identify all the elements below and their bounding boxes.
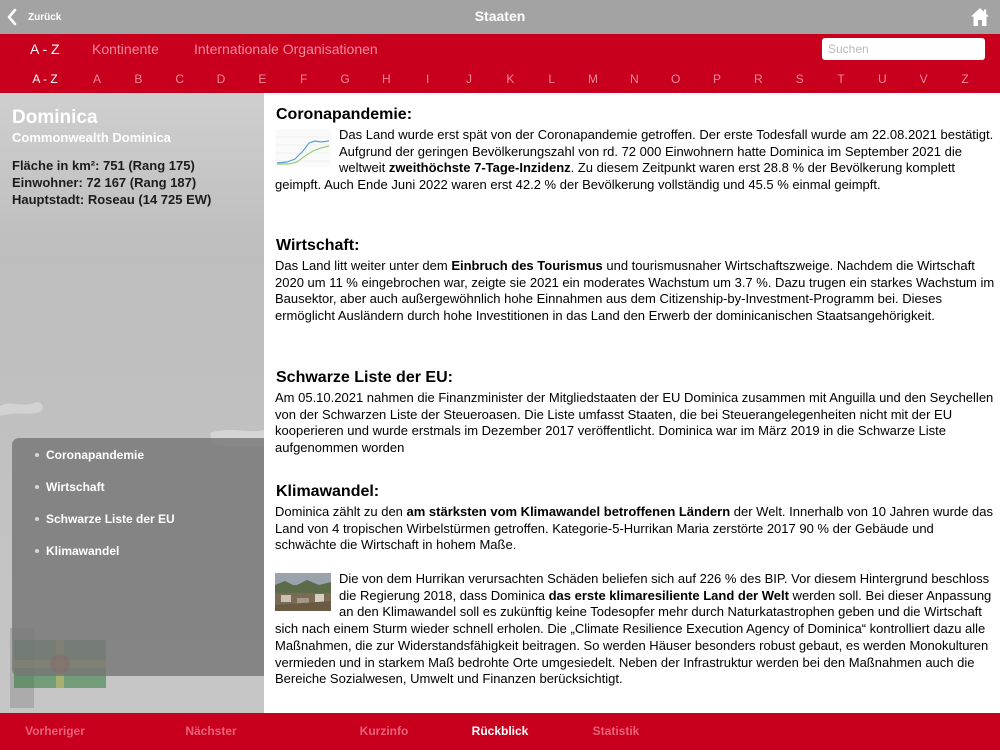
alphabet-all[interactable]: A - Z	[32, 72, 58, 86]
section-heading-schwarze-liste: Schwarze Liste der EU:	[276, 369, 453, 386]
alphabet-letter-z[interactable]: Z	[961, 72, 969, 86]
tab-kontinente[interactable]: Kontinente	[92, 41, 159, 57]
alphabet-letter-o[interactable]: O	[670, 72, 681, 86]
alphabet-letter-l[interactable]: L	[548, 72, 555, 86]
tab-kurzinfo[interactable]: Kurzinfo	[359, 724, 409, 738]
klima2-text-2: werden soll. Bei dieser Anpassung an den Klimawandel soll es zukünftig keine Todesopfer mehr durch Naturkatastrophen geben und die Wirtschaft sich nach einem Sturm wieder schnell erholen. Die „Climate Resilience Execution Agency of Dominica“ kontrolliert dazu alle Maßnahmen, die zur Widerstandsfähigkeit beitragen. So werden Häuser besonders robust gebaut, es werden Monokulturen vermieden und in starkem Maß bedrohte Orte umgesiedelt. Neben der Infrastruktur werden bei den Maßnahmen auch die Bereiche Sozialwesen, Umwelt und Finanzen berücksichtigt.	[275, 587, 992, 687]
schwarze-liste-text: Am 05.10.2021 nahmen die Finanzminister der Mitgliedstaaten der EU Dominica zusammen mit Anguilla und den Seychellen von der Schwarzen Liste der Steueroasen. Die Liste umfasst Staaten, die bei Steuerangelegenheiten nicht mit der EU kooperieren und wurde erstmals im Dezember 2017 veröffentlicht. Dominica war im März 2019 in die Schwarze Liste aufgenommen worden	[275, 390, 994, 456]
main-tab-bar	[0, 34, 1000, 66]
klima-text-bold: am stärksten vom Klimawandel betroffenen Ländern	[406, 504, 731, 519]
home-icon[interactable]	[970, 7, 990, 27]
covid-chart-thumbnail	[275, 129, 331, 167]
alphabet-letter-h[interactable]: H	[381, 72, 391, 86]
klima-text-2: der Welt. Innerhalb von 10 Jahren wurde das Land von 4 tropischen Wirbelstürmen getroffen. Kategorie-5-Hurrikan Maria zerstörte 2017 90 % der Gebäude und schwächte die Wirtschaft in hohem Maße.	[275, 504, 993, 553]
section-text-klimawandel-2	[275, 571, 995, 688]
alphabet-letter-p[interactable]: P	[712, 72, 722, 86]
hurricane-damage-photo	[275, 573, 331, 611]
alphabet-letter-s[interactable]: S	[795, 72, 804, 86]
alphabet-letter-n[interactable]: N	[629, 72, 639, 86]
table-of-contents	[12, 438, 264, 676]
country-name: Dominica	[12, 107, 98, 128]
alphabet-letter-b[interactable]: B	[134, 72, 143, 86]
section-text-corona	[275, 127, 995, 194]
corona-text-1: Das Land wurde erst spät von der Coronapandemie getroffen. Der erste Todesfall wurde am 22.08.2021 bestätigt. Aufgrund der geringen Bevölkerungszahl von rd. 72 000 Einwohnern hatte Dominica im September 2021 die weltweit	[339, 127, 994, 176]
wirtschaft-text-1: Das Land litt weiter unter dem	[275, 258, 452, 273]
wirtschaft-text-bold: Einbruch des Tourismus	[451, 258, 603, 273]
section-text-schwarze-liste	[275, 390, 995, 457]
section-text-klimawandel	[275, 504, 995, 554]
tab-rueckblick[interactable]: Rückblick	[471, 724, 529, 738]
fact-capital: Hauptstadt: Roseau (14 725 EW)	[12, 192, 212, 207]
alphabet-letter-d[interactable]: D	[216, 72, 226, 86]
toc-schwarze-liste[interactable]: Schwarze Liste der EU	[46, 512, 175, 526]
alphabet-letter-u[interactable]: U	[877, 72, 887, 86]
country-sidebar	[0, 93, 264, 713]
alphabet-letter-k[interactable]: K	[506, 72, 515, 86]
alphabet-letter-m[interactable]: M	[588, 72, 598, 86]
section-text-wirtschaft	[275, 258, 995, 325]
fact-population: Einwohner: 72 167 (Rang 187)	[12, 175, 197, 190]
tab-vorheriger[interactable]: Vorheriger	[25, 724, 85, 738]
alphabet-letter-a[interactable]: A	[92, 72, 102, 86]
country-full-name: Commonwealth Dominica	[12, 130, 171, 145]
toc-wirtschaft[interactable]: Wirtschaft	[46, 480, 105, 494]
alphabet-letter-v[interactable]: V	[919, 72, 928, 86]
search-input[interactable]	[822, 38, 985, 60]
bottom-tab-bar	[0, 713, 1000, 750]
tab-internationale-organisationen[interactable]: Internationale Organisationen	[194, 41, 378, 57]
alphabet-letter-g[interactable]: G	[340, 72, 350, 86]
alphabet-letter-e[interactable]: E	[258, 72, 267, 86]
alphabet-bar	[0, 66, 1000, 93]
section-heading-corona: Coronapandemie:	[276, 106, 413, 123]
alphabet-letter-c[interactable]: C	[175, 72, 184, 86]
klima2-text-bold: das erste klimaresiliente Land der Welt	[548, 587, 789, 603]
alphabet-letter-t[interactable]: T	[837, 72, 845, 86]
section-heading-klimawandel: Klimawandel:	[276, 483, 380, 500]
tab-a-z[interactable]: A - Z	[30, 41, 60, 57]
article-content	[264, 93, 1000, 713]
corona-text-2: . Zu diesem Zeitpunkt waren erst 28.8 % der Bevölkerung komplett geimpft. Auch Ende Juni 2022 waren erst 42.2 % der Bevölkerung vollständig und 45.5 % einmal geimpft.	[275, 160, 956, 193]
toc-klimawandel[interactable]: Klimawandel	[46, 544, 120, 558]
wirtschaft-text-2: und tourismusnaher Wirtschaftszweige. Nachdem die Wirtschaft 2020 um 11 % eingebrochen war, zeigte sie 2021 ein moderates Wachstum um 3.7 %. Dazu trugen ein starkes Wachstum im Bausektor, aber auch außergewöhnlich hohe Einnahmen aus dem Citizenship-by-Investment-Programm bei. Dieses ermöglicht Ausländern durch hohe Investitionen in das Land den Erwerb der dominicanischen Staatsangehörigkeit.	[275, 258, 995, 324]
top-bar	[0, 0, 1000, 34]
alphabet-letter-r[interactable]: R	[753, 72, 763, 86]
alphabet-letter-f[interactable]: F	[299, 72, 308, 86]
back-label: Zurück	[28, 11, 62, 23]
toc-coronapandemie[interactable]: Coronapandemie	[46, 448, 145, 462]
section-heading-wirtschaft: Wirtschaft:	[276, 237, 360, 254]
alphabet-letter-i[interactable]: I	[425, 72, 430, 86]
fact-area: Fläche in km²: 751 (Rang 175)	[12, 158, 195, 173]
corona-text-bold: zweithöchste 7-Tage-Inzidenz	[388, 160, 571, 176]
alphabet-letter-j[interactable]: J	[466, 72, 472, 86]
tab-naechster[interactable]: Nächster	[185, 724, 237, 738]
tab-statistik[interactable]: Statistik	[592, 724, 640, 738]
klima-text-1: Dominica zählt zu den	[275, 504, 407, 519]
page-title: Staaten	[474, 8, 526, 24]
klima2-text-1: Die von dem Hurrikan verursachten Schäden beliefen sich auf 226 % des BIP. Vor diesem Hintergrund beschloss die Regierung 2018, dass Dominica	[339, 571, 990, 603]
